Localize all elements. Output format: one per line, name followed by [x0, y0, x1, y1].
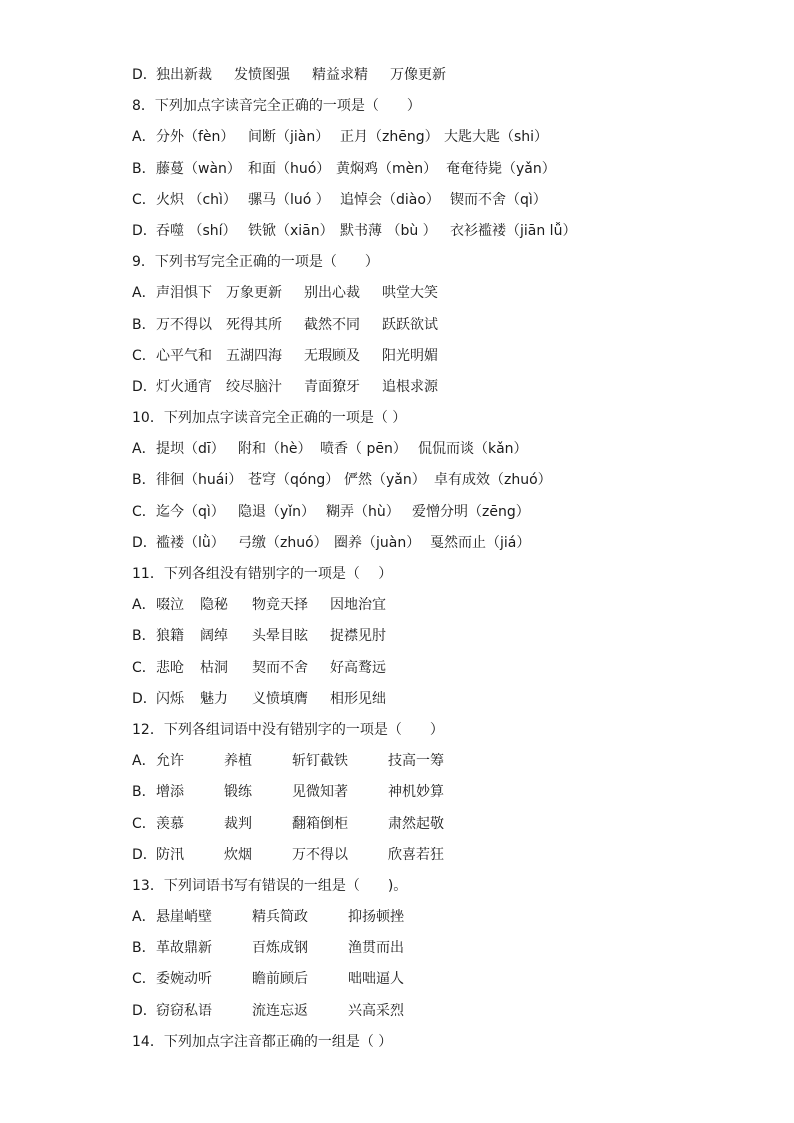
option-term: 好高鹜远	[330, 659, 386, 676]
option-term: 糊弄（hù）	[326, 503, 400, 520]
option-term: 卓有成效（zhuó）	[434, 472, 552, 489]
option-term: 锻练	[224, 784, 252, 801]
option-label: B．	[132, 316, 156, 333]
option-label: A．	[132, 285, 156, 302]
option-term: 闪烁	[156, 690, 184, 707]
option-label: A．	[132, 909, 156, 926]
option-row	[132, 185, 772, 216]
option-term: 骡马（luó ）	[248, 191, 330, 208]
question-stem: 12．下列各组词语中没有错别字的一项是（ ）	[132, 721, 444, 738]
option-term: 大匙大匙（shi）	[444, 129, 549, 146]
option-term: 五湖四海	[226, 347, 282, 364]
option-row	[132, 310, 772, 341]
option-label: A．	[132, 597, 156, 614]
question-stem: 9．下列书写完全正确的一项是（ ）	[132, 254, 379, 271]
option-term: 追根求源	[382, 378, 438, 395]
option-term: 阔绰	[200, 628, 228, 645]
option-label: D．	[132, 222, 157, 239]
option-term: 精兵简政	[252, 909, 308, 926]
option-term: 俨然（yǎn）	[344, 472, 426, 489]
option-label: A．	[132, 129, 156, 146]
option-label: C．	[132, 815, 156, 832]
option-term: 阳光明媚	[382, 347, 438, 364]
document-body	[132, 60, 772, 1058]
option-term: 默书薄 （bù ）	[340, 222, 437, 239]
option-label: D．	[132, 534, 157, 551]
option-row	[132, 434, 772, 465]
option-term: 万像更新	[390, 67, 446, 83]
option-label: C．	[132, 347, 156, 364]
question-stem: 13．下列词语书写有错误的一组是（ )。	[132, 877, 408, 894]
option-label: C．	[132, 659, 156, 676]
option-row	[132, 278, 772, 309]
option-term: 声泪惧下	[156, 285, 212, 302]
option-row	[132, 684, 772, 715]
option-term: 迄今（qì）	[156, 503, 225, 520]
option-term: 隐退（yǐn）	[238, 503, 316, 520]
option-term: 追悼会（diào）	[340, 191, 440, 208]
option-term: 允许	[156, 753, 184, 770]
option-term: 哄堂大笑	[382, 285, 438, 302]
option-row	[132, 465, 772, 496]
option-term: 心平气和	[156, 347, 212, 364]
option-term: 死得其所	[226, 316, 282, 333]
option-term: 悬崖峭壁	[156, 909, 212, 926]
option-term: 瞻前顾后	[252, 971, 308, 988]
option-row	[132, 122, 772, 153]
option-term: 头晕目眩	[252, 628, 308, 645]
option-label: C．	[132, 503, 156, 520]
option-term: 衣衫褴褛（jiān lǚ）	[450, 222, 577, 239]
option-term: 正月（zhēng）	[340, 129, 439, 146]
option-row	[132, 653, 772, 684]
option-term: 悲呛	[156, 659, 184, 676]
option-row	[132, 933, 772, 964]
option-term: 青面獠牙	[304, 378, 360, 395]
option-term: 万不得以	[292, 846, 348, 863]
question-stem: 10．下列加点字读音完全正确的一项是（ ）	[132, 410, 407, 427]
option-term: 咄咄逼人	[348, 971, 404, 988]
option-term: 革故鼎新	[156, 940, 212, 957]
option-row	[132, 621, 772, 652]
option-row	[132, 809, 772, 840]
option-label: B．	[132, 472, 156, 489]
option-term: 绞尽脑汁	[226, 378, 282, 395]
option-label: B．	[132, 784, 156, 801]
question-stem: 8．下列加点字读音完全正确的一项是（ ）	[132, 98, 421, 115]
option-label: B．	[132, 160, 156, 177]
option-term: 枯洞	[200, 659, 228, 676]
option-term: 锲而不舍（qì）	[450, 191, 547, 208]
option-row	[132, 216, 772, 247]
option-term: 和面（huó）	[248, 160, 331, 177]
option-row	[132, 590, 772, 621]
option-label: A．	[132, 441, 156, 458]
question-stem: 11．下列各组没有错别字的一项是（ ）	[132, 566, 393, 582]
option-label: D．	[132, 690, 157, 707]
option-term: 藤蔓（wàn）	[156, 160, 241, 177]
option-term: 养植	[224, 753, 252, 770]
option-term: 跃跃欲试	[382, 316, 438, 333]
option-term: 火炽 （chì）	[156, 191, 237, 208]
option-term: 翻箱倒柜	[292, 815, 348, 832]
option-term: 精益求精	[312, 67, 368, 83]
option-label: A．	[132, 753, 156, 770]
option-term: 裁判	[224, 815, 252, 832]
option-term: 相形见绌	[330, 690, 386, 707]
option-term: 奄奄待毙（yǎn）	[446, 160, 556, 177]
option-term: 黄焖鸡（mèn）	[336, 160, 438, 177]
option-term: 间断（jiàn）	[248, 129, 330, 146]
option-term: 喷香（ pēn）	[320, 441, 407, 458]
option-term: 啜泣	[156, 597, 184, 614]
option-term: 神机妙算	[388, 784, 444, 801]
option-row	[132, 60, 772, 91]
option-row	[132, 497, 772, 528]
option-term: 吞噬 （shí）	[156, 222, 237, 239]
option-term: 弓缴（zhuó）	[238, 534, 328, 551]
option-term: 侃侃而谈（kǎn）	[418, 441, 528, 458]
option-term: 羡慕	[156, 815, 184, 832]
option-term: 提坝（dī）	[156, 441, 225, 458]
option-label: B．	[132, 628, 156, 645]
option-row	[132, 528, 772, 559]
option-term: 欣喜若狂	[388, 846, 444, 863]
option-term: 爱憎分明（zēng）	[412, 503, 530, 520]
option-term: 抑扬顿挫	[348, 909, 404, 926]
option-term: 附和（hè）	[238, 441, 312, 458]
option-term: 苍穹（qóng）	[248, 472, 340, 489]
option-term: 增添	[156, 784, 184, 801]
option-term: 义愤填膺	[252, 690, 308, 707]
option-term: 分外（fèn）	[156, 129, 235, 146]
option-term: 兴高采烈	[348, 1002, 404, 1019]
option-term: 圈养（juàn）	[334, 534, 421, 551]
option-term: 戛然而止（jiá）	[430, 534, 531, 551]
option-term: 窃窃私语	[156, 1002, 212, 1019]
option-row	[132, 154, 772, 185]
option-term: 灯火通宵	[156, 378, 212, 395]
option-label: B．	[132, 940, 156, 957]
option-row	[132, 996, 772, 1027]
option-term: 截然不同	[304, 316, 360, 333]
option-term: 别出心裁	[304, 285, 360, 302]
option-term: 斩钉截铁	[292, 753, 348, 770]
option-term: 独出新裁	[156, 67, 212, 83]
option-term: 捉襟见肘	[330, 628, 386, 645]
option-term: 渔贯而出	[348, 940, 404, 957]
option-term: 徘徊（huái）	[156, 472, 243, 489]
option-term: 技高一筹	[388, 753, 444, 770]
option-label: C．	[132, 971, 156, 988]
option-term: 狼籍	[156, 628, 184, 645]
option-label: D．	[132, 378, 157, 395]
option-row	[132, 840, 772, 871]
option-term: 物竞天择	[252, 597, 308, 614]
option-term: 魅力	[200, 690, 228, 707]
option-term: 铁锨（xiān）	[248, 222, 334, 239]
option-label: C．	[132, 191, 156, 208]
option-row	[132, 372, 772, 403]
option-label: D．	[132, 1002, 157, 1019]
option-term: 炊烟	[224, 846, 252, 863]
option-label: D．	[132, 846, 157, 863]
option-term: 肃然起敬	[388, 815, 444, 832]
option-term: 契而不舍	[252, 659, 308, 676]
option-term: 因地治宜	[330, 597, 386, 614]
option-term: 流连忘返	[252, 1002, 308, 1019]
question-stem: 14．下列加点字注音都正确的一组是（ ）	[132, 1033, 393, 1050]
option-row	[132, 341, 772, 372]
option-term: 委婉动听	[156, 971, 212, 988]
option-term: 万象更新	[226, 285, 282, 302]
option-term: 防汛	[156, 846, 184, 863]
option-term: 发愤图强	[234, 67, 290, 83]
option-term: 隐秘	[200, 597, 228, 614]
option-label: D．	[132, 67, 157, 83]
option-term: 万不得以	[156, 316, 212, 333]
option-row	[132, 902, 772, 933]
option-row	[132, 964, 772, 995]
option-term: 百炼成钢	[252, 940, 308, 957]
option-term: 见微知著	[292, 784, 348, 801]
option-term: 无瑕顾及	[304, 347, 360, 364]
option-row	[132, 777, 772, 808]
option-term: 褴褛（lǜ）	[156, 534, 225, 551]
option-row	[132, 746, 772, 777]
